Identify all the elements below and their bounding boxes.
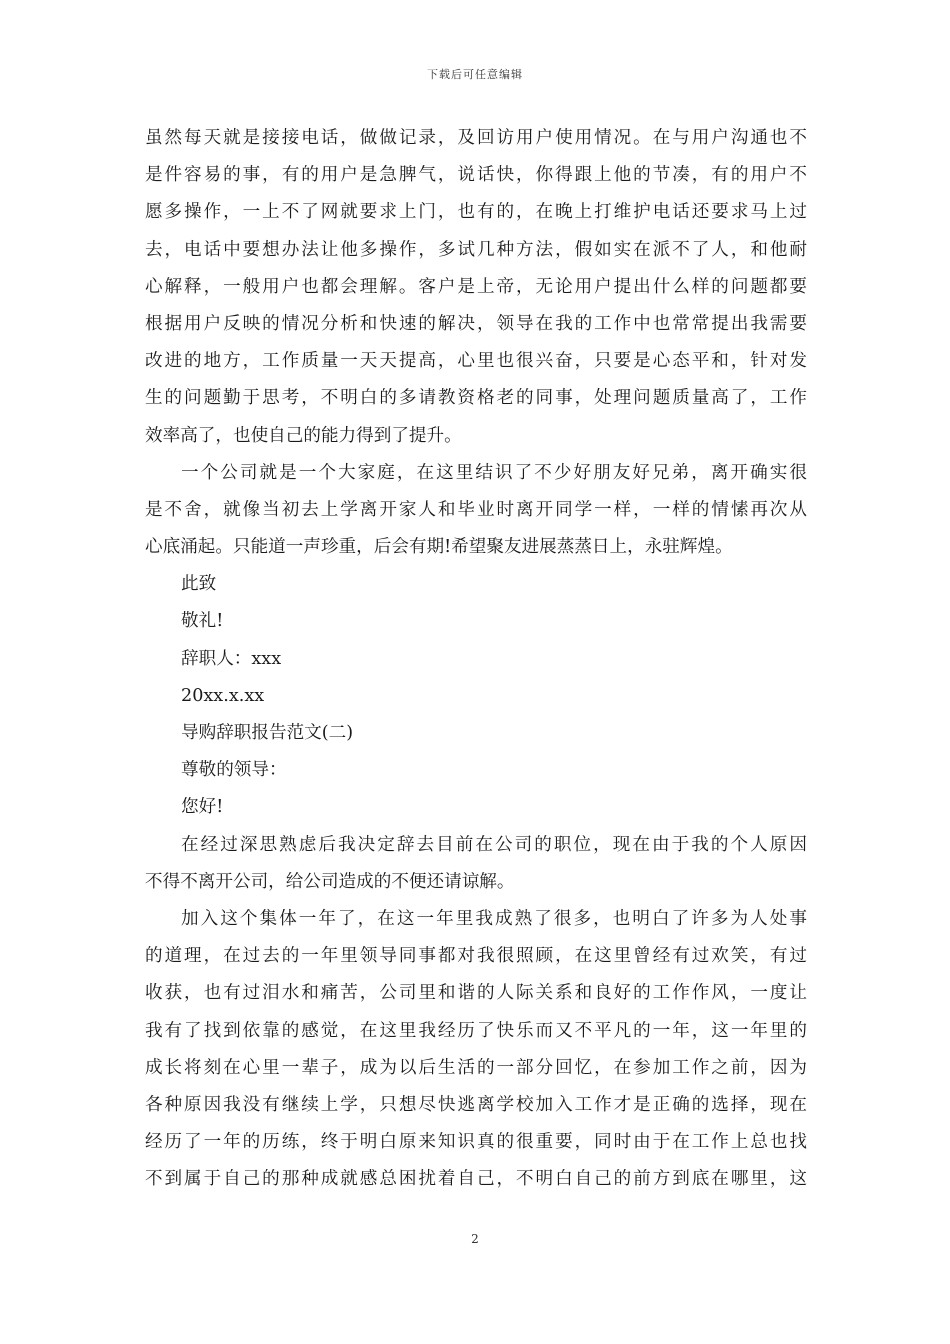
body-line: 是不舍，就像当初去上学离开家人和毕业时离开同学一样，一样的情愫再次从 bbox=[145, 499, 807, 520]
body-line: 效率高了，也使自己的能力得到了提升。 bbox=[145, 425, 462, 446]
body-line: 经历了一年的历练，终于明白原来知识真的很重要，同时由于在工作上总也找 bbox=[145, 1132, 807, 1153]
body-line: 的道理，在过去的一年里领导同事都对我很照顾，在这里曾经有过欢笑，有过 bbox=[145, 946, 807, 967]
closing-regards: 敬礼! bbox=[181, 611, 224, 632]
body-line: 生的问题勤于思考，不明白的多请教资格老的同事，处理问题质量高了，工作 bbox=[145, 388, 807, 409]
body-line: 根据用户反映的情况分析和快速的解决，领导在我的工作中也常常提出我需要 bbox=[145, 313, 807, 334]
body-line: 不得不离开公司，给公司造成的不便还请谅解。 bbox=[145, 871, 515, 892]
body-line: 心底涌起。只能道一声珍重，后会有期!希望聚友进展蒸蒸日上，永驻辉煌。 bbox=[145, 537, 733, 558]
page-header: 下载后可任意编辑 bbox=[427, 68, 523, 81]
body-line: 收获，也有过泪水和痛苦，公司里和谐的人际关系和良好的工作作风，一度让 bbox=[145, 983, 807, 1004]
document-body bbox=[145, 120, 807, 1198]
body-line: 加入这个集体一年了，在这一年里我成熟了很多，也明白了许多为人处事 bbox=[181, 908, 807, 929]
body-line: 虽然每天就是接接电话，做做记录，及回访用户使用情况。在与用户沟通也不 bbox=[145, 128, 807, 148]
body-line: 不到属于自己的那种成就感总困扰着自己，不明白自己的前方到底在哪里，这 bbox=[145, 1169, 807, 1190]
greeting-hello: 您好! bbox=[181, 797, 224, 818]
signature-line: 辞职人：xxx bbox=[181, 648, 282, 669]
section-title: 导购辞职报告范文(二) bbox=[181, 723, 354, 743]
body-line: 心解释，一般用户也都会理解。客户是上帝，无论用户提出什么样的问题都要 bbox=[145, 276, 807, 297]
body-line: 成长将刻在心里一辈子，成为以后生活的一部分回忆，在参加工作之前，因为 bbox=[145, 1057, 807, 1078]
body-line: 改进的地方，工作质量一天天提高，心里也很兴奋，只要是心态平和，针对发 bbox=[145, 351, 807, 372]
date-line: 20xx.x.xx bbox=[181, 685, 265, 706]
body-line: 一个公司就是一个大家庭，在这里结识了不少好朋友好兄弟，离开确实很 bbox=[181, 462, 807, 483]
body-line: 我有了找到依靠的感觉，在这里我经历了快乐而又不平凡的一年，这一年里的 bbox=[145, 1020, 807, 1041]
page-number: 2 bbox=[471, 1232, 479, 1246]
greeting-recipient: 尊敬的领导： bbox=[181, 760, 287, 781]
body-line: 去，电话中要想办法让他多操作，多试几种方法，假如实在派不了人，和他耐 bbox=[145, 239, 807, 260]
closing-salutation: 此致 bbox=[181, 574, 217, 595]
body-line: 在经过深思熟虑后我决定辞去目前在公司的职位，现在由于我的个人原因 bbox=[181, 834, 807, 855]
body-line: 各种原因我没有继续上学，只想尽快逃离学校加入工作才是正确的选择，现在 bbox=[145, 1094, 807, 1115]
body-line: 愿多操作，一上不了网就要求上门，也有的，在晚上打维护电话还要求马上过 bbox=[145, 202, 807, 223]
body-line: 是件容易的事，有的用户是急脾气，说话快，你得跟上他的节凑，有的用户不 bbox=[145, 165, 807, 186]
